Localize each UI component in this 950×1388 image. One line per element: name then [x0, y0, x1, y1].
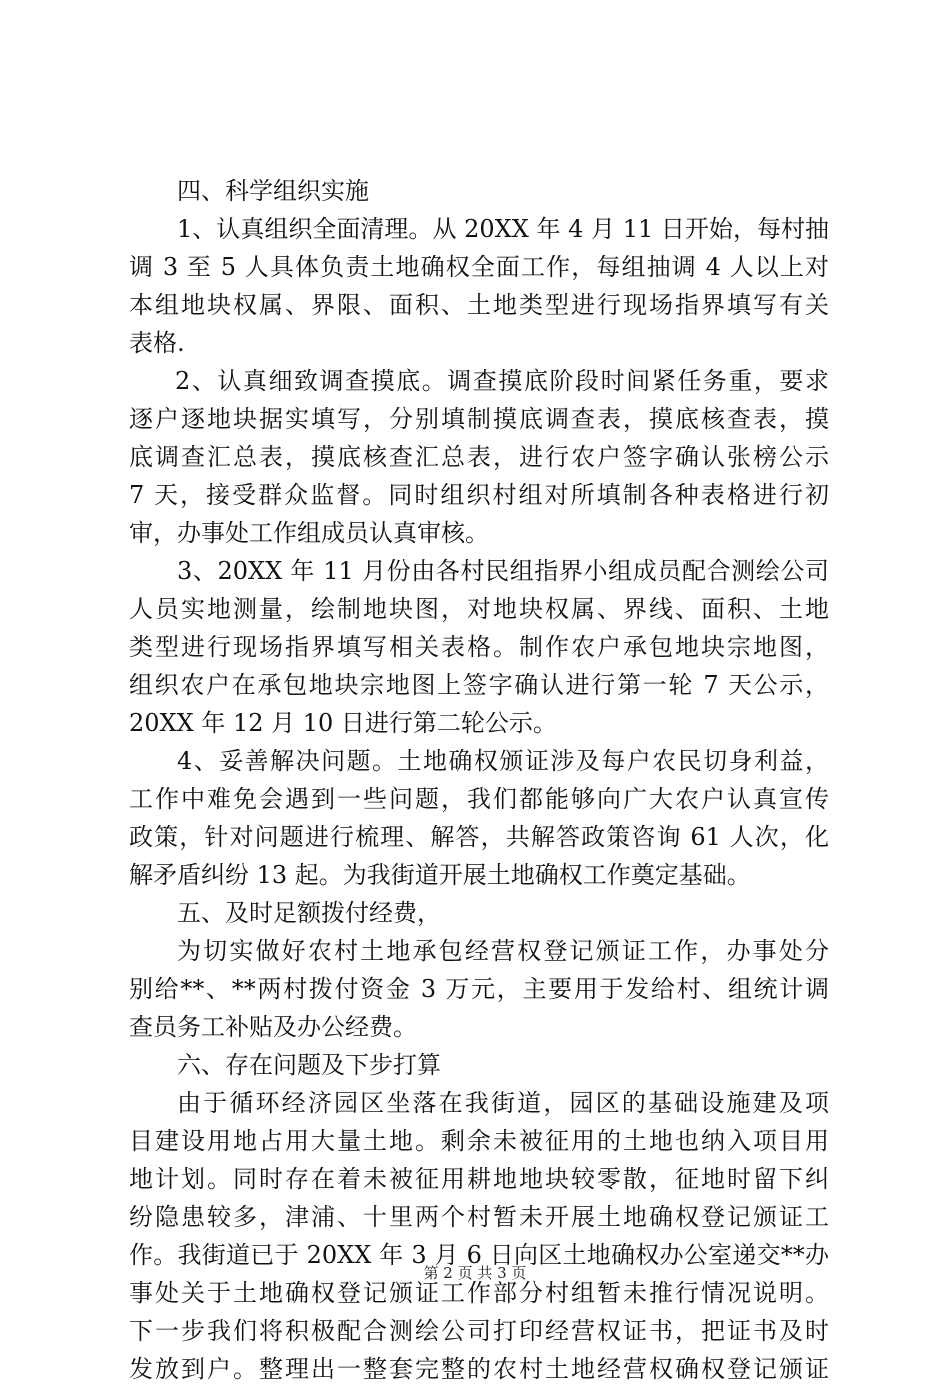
paragraph-line: 发放到户。整理出一整套完整的农村土地经营权确权登记颁证: [129, 1355, 829, 1383]
paragraph-line: 为切实做好农村土地承包经营权登记颁证工作，办事处分: [177, 937, 829, 965]
paragraph-line: 地计划。同时存在着未被征用耕地地块较零散，征地时留下纠: [129, 1165, 829, 1193]
paragraph-line: 人员实地测量，绘制地块图，对地块权属、界线、面积、土地: [129, 595, 829, 623]
paragraph-line: 组织农户在承包地块宗地图上签字确认进行第一轮 7 天公示，: [129, 671, 829, 699]
paragraph-line: 下一步我们将积极配合测绘公司打印经营权证书，把证书及时: [129, 1317, 829, 1345]
paragraph-line: 本组地块权属、界限、面积、土地类型进行现场指界填写有关: [129, 291, 829, 319]
paragraph-line: 类型进行现场指界填写相关表格。制作农户承包地块宗地图，: [129, 633, 829, 661]
page-number-footer: 第 2 页 共 3 页: [423, 1264, 527, 1282]
paragraph-line: 审，办事处工作组成员认真审核。: [129, 519, 489, 547]
paragraph-line: 目建设用地占用大量土地。剩余未被征用的土地也纳入项目用: [129, 1127, 829, 1155]
paragraph-line: 表格.: [129, 329, 185, 357]
paragraph-line: 由于循环经济园区坐落在我街道，园区的基础设施建及项: [177, 1089, 829, 1117]
paragraph-line: 逐户逐地块据实填写，分别填制摸底调查表，摸底核查表，摸: [129, 405, 829, 433]
section-heading: 六、存在问题及下步打算: [177, 1051, 441, 1079]
paragraph-line: 工作中难免会遇到一些问题，我们都能够向广大农户认真宣传: [129, 785, 829, 813]
section-heading: 五、及时足额拨付经费，: [177, 899, 441, 927]
document-body: [129, 172, 829, 1388]
paragraph-line: 20XX 年 12 月 10 日进行第二轮公示。: [129, 709, 557, 737]
paragraph-line: 2、认真细致调查摸底。调查摸底阶段时间紧任务重，要求: [175, 367, 829, 395]
paragraph-line: 底调查汇总表，摸底核查汇总表，进行农户签字确认张榜公示: [129, 443, 829, 471]
paragraph-line: 调 3 至 5 人具体负责土地确权全面工作，每组抽调 4 人以上对: [129, 253, 829, 281]
paragraph-line: 事处关于土地确权登记颁证工作部分村组暂未推行情况说明。: [129, 1279, 829, 1307]
paragraph-line: 4、妥善解决问题。土地确权颁证涉及每户农民切身利益，: [177, 747, 829, 775]
paragraph-line: 纷隐患较多，津浦、十里两个村暂未开展土地确权登记颁证工: [129, 1203, 829, 1231]
paragraph-line: 查员务工补贴及办公经费。: [129, 1013, 417, 1041]
section-heading: 四、科学组织实施: [177, 177, 369, 205]
paragraph-line: 1、认真组织全面清理。从 20XX 年 4 月 11 日开始，每村抽: [177, 215, 829, 243]
paragraph-line: 7 天，接受群众监督。同时组织村组对所填制各种表格进行初: [129, 481, 829, 509]
paragraph-line: 别给**、**两村拨付资金 3 万元，主要用于发给村、组统计调: [129, 975, 829, 1003]
paragraph-line: 解矛盾纠纷 13 起。为我街道开展土地确权工作奠定基础。: [129, 861, 751, 889]
paragraph-line: 3、20XX 年 11 月份由各村民组指界小组成员配合测绘公司: [177, 557, 829, 585]
paragraph-line: 政策，针对问题进行梳理、解答，共解答政策咨询 61 人次，化: [129, 823, 829, 851]
paragraph-line: 作。我街道已于 20XX 年 3 月 6 日向区土地确权办公室递交**办: [129, 1241, 829, 1269]
